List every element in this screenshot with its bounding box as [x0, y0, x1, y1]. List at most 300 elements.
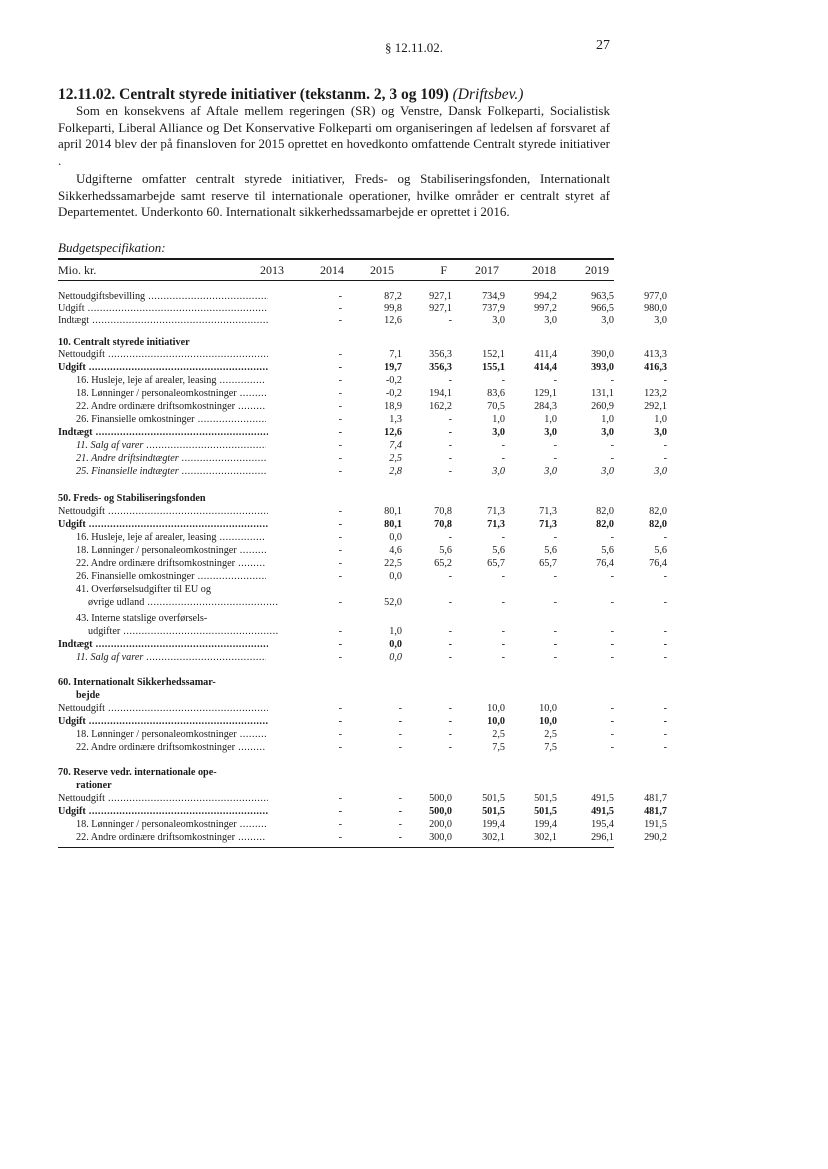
- cell-value: 290,2: [644, 832, 667, 843]
- cell-value: -: [448, 315, 452, 326]
- table-row: [58, 612, 614, 625]
- table-row: [58, 361, 667, 374]
- cell-value: -: [338, 506, 342, 517]
- cell-value: 71,3: [487, 519, 505, 530]
- cell-value: 501,5: [482, 793, 505, 804]
- cell-value: -: [338, 639, 342, 650]
- row-label: 10. Centralt styrede initiativer: [58, 337, 190, 348]
- cell-value: 10,0: [487, 716, 505, 727]
- table-row: [58, 596, 667, 609]
- cell-value: 82,0: [596, 519, 614, 530]
- cell-value: -: [338, 793, 342, 804]
- row-label: 41. Overførselsudgifter til EU og: [76, 584, 211, 595]
- cell-value: 260,9: [591, 401, 614, 412]
- cell-value: 71,3: [487, 506, 505, 517]
- row-label: 22. Andre ordinære driftsomkostninger .....: [76, 741, 266, 754]
- cell-value: 3,0: [544, 466, 557, 477]
- cell-value: -: [610, 742, 614, 753]
- cell-value: -: [448, 703, 452, 714]
- cell-value: 99,8: [384, 303, 402, 314]
- page-number: 27: [596, 38, 610, 53]
- cell-value: -: [338, 303, 342, 314]
- row-label: Nettoudgift .....: [58, 348, 268, 361]
- cell-value: -: [610, 639, 614, 650]
- cell-value: -: [338, 716, 342, 727]
- cell-value: -: [338, 401, 342, 412]
- table-row: [58, 531, 667, 544]
- cell-value: -: [448, 597, 452, 608]
- row-label: 18. Lønninger / personaleomkostninger .....: [76, 728, 266, 741]
- row-label: 26. Finansielle omkostninger .....: [76, 413, 266, 426]
- cell-value: 52,0: [384, 597, 402, 608]
- cell-value: -0,2: [385, 388, 402, 399]
- cell-value: 12,6: [384, 427, 402, 438]
- cell-value: 977,0: [644, 291, 667, 302]
- cell-value: 80,1: [384, 506, 402, 517]
- cell-value: -: [398, 806, 402, 817]
- row-label: bejde: [76, 690, 100, 701]
- cell-value: -: [501, 652, 505, 663]
- table-row: [58, 805, 667, 818]
- row-label: øvrige udland .....: [88, 596, 278, 609]
- cell-value: 82,0: [596, 506, 614, 517]
- table-row: [58, 492, 614, 505]
- row-label: Indtægt .....: [58, 638, 268, 651]
- cell-value: -: [610, 597, 614, 608]
- cell-value: -: [338, 742, 342, 753]
- table-row: [58, 702, 667, 715]
- column-header: 2013: [260, 263, 284, 277]
- cell-value: 980,0: [644, 303, 667, 314]
- table-row: [58, 426, 667, 439]
- table-row: [58, 518, 667, 531]
- row-label: Nettoudgift .....: [58, 702, 268, 715]
- cell-value: 0,0: [389, 532, 402, 543]
- cell-value: -: [338, 375, 342, 386]
- row-label: 25. Finansielle indtægter .....: [76, 465, 266, 478]
- row-label: Udgift .....: [58, 805, 268, 818]
- row-label: 22. Andre ordinære driftsomkostninger .....: [76, 831, 266, 844]
- cell-value: 300,0: [429, 832, 452, 843]
- row-label: 18. Lønninger / personaleomkostninger .....: [76, 387, 266, 400]
- cell-value: 71,3: [539, 519, 557, 530]
- cell-value: -: [663, 440, 667, 451]
- cell-value: 927,1: [429, 303, 452, 314]
- cell-value: -: [448, 532, 452, 543]
- row-label: Nettoudgiftsbevilling .....: [58, 290, 268, 303]
- cell-value: 292,1: [644, 401, 667, 412]
- row-label: Udgift .....: [58, 361, 268, 374]
- unit-label: Mio. kr.: [58, 263, 97, 277]
- table-row: [58, 439, 667, 452]
- cell-value: 3,0: [654, 466, 667, 477]
- cell-value: -: [553, 652, 557, 663]
- cell-value: 5,6: [601, 545, 614, 556]
- cell-value: 131,1: [591, 388, 614, 399]
- cell-value: -: [663, 626, 667, 637]
- cell-value: 7,5: [544, 742, 557, 753]
- table-header-rule: [58, 280, 614, 281]
- cell-value: -: [501, 375, 505, 386]
- row-label: 11. Salg af varer .....: [76, 651, 266, 664]
- table-row: [58, 374, 667, 387]
- cell-value: -: [338, 349, 342, 360]
- table-row: [58, 452, 667, 465]
- cell-value: -: [663, 453, 667, 464]
- column-header: 2014: [320, 263, 344, 277]
- cell-value: -: [501, 453, 505, 464]
- cell-value: -: [398, 703, 402, 714]
- cell-value: -: [553, 626, 557, 637]
- table-row: [58, 314, 667, 327]
- row-label: 43. Interne statslige overførsels-: [76, 613, 208, 624]
- row-label: rationer: [76, 780, 112, 791]
- cell-value: 19,7: [384, 362, 402, 373]
- cell-value: -: [553, 375, 557, 386]
- cell-value: -: [663, 652, 667, 663]
- section-header: § 12.11.02.: [384, 40, 444, 55]
- cell-value: -: [610, 652, 614, 663]
- cell-value: 3,0: [654, 315, 667, 326]
- cell-value: 734,9: [482, 291, 505, 302]
- cell-value: -: [553, 440, 557, 451]
- cell-value: 5,6: [654, 545, 667, 556]
- table-row: [58, 676, 614, 689]
- cell-value: 194,1: [429, 388, 452, 399]
- cell-value: 10,0: [539, 716, 557, 727]
- cell-value: 3,0: [601, 427, 614, 438]
- cell-value: -: [553, 597, 557, 608]
- cell-value: 87,2: [384, 291, 402, 302]
- row-label: 22. Andre ordinære driftsomkostninger .....: [76, 400, 266, 413]
- row-label: 22. Andre ordinære driftsomkostninger .....: [76, 557, 266, 570]
- cell-value: -: [338, 291, 342, 302]
- intro-paragraph-2: Udgifterne omfatter centralt styrede initiativer, Freds- og Stabiliseringsfonden, Internationalt Sikkerhedssamarbejde samt reserve til internationale operationer, hvilke områder er centralt styret af Departementet. Underkonto 60. Internationalt sikkerhedssamarbejde er oprettet i 2016.: [58, 171, 610, 220]
- cell-value: 18,9: [384, 401, 402, 412]
- cell-value: -: [663, 716, 667, 727]
- cell-value: 2,5: [389, 453, 402, 464]
- cell-value: 7,1: [389, 349, 402, 360]
- cell-value: 22,5: [384, 558, 402, 569]
- cell-value: 1,3: [389, 414, 402, 425]
- cell-value: -: [610, 703, 614, 714]
- cell-value: -: [338, 703, 342, 714]
- cell-value: -: [398, 716, 402, 727]
- table-row: [58, 505, 667, 518]
- cell-value: -: [398, 729, 402, 740]
- cell-value: 1,0: [654, 414, 667, 425]
- cell-value: -: [663, 639, 667, 650]
- cell-value: 65,7: [487, 558, 505, 569]
- row-label: 16. Husleje, leje af arealer, leasing .....: [76, 531, 266, 544]
- cell-value: -: [338, 819, 342, 830]
- cell-value: 82,0: [649, 519, 667, 530]
- cell-value: 3,0: [492, 315, 505, 326]
- cell-value: 70,8: [434, 519, 452, 530]
- cell-value: 966,5: [591, 303, 614, 314]
- cell-value: 413,3: [644, 349, 667, 360]
- table-row: [58, 715, 667, 728]
- row-label: Nettoudgift .....: [58, 505, 268, 518]
- cell-value: -: [610, 440, 614, 451]
- cell-value: 65,7: [539, 558, 557, 569]
- cell-value: 10,0: [539, 703, 557, 714]
- cell-value: 0,0: [389, 652, 402, 663]
- cell-value: -: [610, 716, 614, 727]
- cell-value: -: [338, 453, 342, 464]
- cell-value: 3,0: [544, 315, 557, 326]
- table-row: [58, 570, 667, 583]
- cell-value: 1,0: [389, 626, 402, 637]
- cell-value: 356,3: [429, 349, 452, 360]
- cell-value: -: [338, 626, 342, 637]
- cell-value: -: [448, 729, 452, 740]
- cell-value: 927,1: [429, 291, 452, 302]
- cell-value: -: [448, 427, 452, 438]
- table-row: [58, 544, 667, 557]
- cell-value: -: [338, 414, 342, 425]
- cell-value: -: [398, 819, 402, 830]
- cell-value: 71,3: [539, 506, 557, 517]
- cell-value: 5,6: [544, 545, 557, 556]
- table-row: [58, 831, 667, 844]
- cell-value: -: [501, 597, 505, 608]
- row-label: Indtægt .....: [58, 426, 268, 439]
- cell-value: 195,4: [591, 819, 614, 830]
- table-row: [58, 818, 667, 831]
- cell-value: -: [398, 832, 402, 843]
- table-row: [58, 651, 667, 664]
- cell-value: 2,5: [492, 729, 505, 740]
- cell-value: 152,1: [482, 349, 505, 360]
- row-label: Udgift .....: [58, 518, 268, 531]
- cell-value: 500,0: [429, 806, 452, 817]
- table-row: [58, 413, 667, 426]
- table-row: [58, 387, 667, 400]
- row-label: Udgift .....: [58, 715, 268, 728]
- cell-value: 3,0: [544, 427, 557, 438]
- table-row: [58, 348, 667, 361]
- table-row: [58, 465, 667, 478]
- cell-value: -: [448, 716, 452, 727]
- cell-value: -: [338, 652, 342, 663]
- cell-value: -: [338, 519, 342, 530]
- row-label: udgifter .....: [88, 625, 278, 638]
- row-label: 18. Lønninger / personaleomkostninger .....: [76, 818, 266, 831]
- cell-value: 302,1: [534, 832, 557, 843]
- cell-value: 481,7: [644, 793, 667, 804]
- cell-value: 737,9: [482, 303, 505, 314]
- cell-value: 70,8: [434, 506, 452, 517]
- cell-value: -: [338, 558, 342, 569]
- cell-value: 491,5: [591, 806, 614, 817]
- cell-value: -: [448, 440, 452, 451]
- cell-value: -: [663, 571, 667, 582]
- cell-value: -: [663, 729, 667, 740]
- table-row: [58, 583, 614, 596]
- cell-value: -: [338, 427, 342, 438]
- cell-value: -: [553, 453, 557, 464]
- table-row: [58, 728, 667, 741]
- cell-value: 129,1: [534, 388, 557, 399]
- cell-value: 3,0: [601, 315, 614, 326]
- cell-value: -: [610, 729, 614, 740]
- table-row: [58, 779, 614, 792]
- cell-value: 123,2: [644, 388, 667, 399]
- cell-value: 82,0: [649, 506, 667, 517]
- cell-value: -: [501, 532, 505, 543]
- cell-value: -: [338, 806, 342, 817]
- cell-value: -: [610, 532, 614, 543]
- cell-value: 155,1: [482, 362, 505, 373]
- cell-value: -: [501, 571, 505, 582]
- cell-value: -: [501, 639, 505, 650]
- cell-value: 10,0: [487, 703, 505, 714]
- cell-value: 284,3: [534, 401, 557, 412]
- cell-value: 997,2: [534, 303, 557, 314]
- cell-value: -: [338, 440, 342, 451]
- cell-value: 191,5: [644, 819, 667, 830]
- cell-value: 414,4: [534, 362, 557, 373]
- cell-value: 70,5: [487, 401, 505, 412]
- cell-value: 0,0: [389, 571, 402, 582]
- table-row: [58, 766, 614, 779]
- cell-value: 83,6: [487, 388, 505, 399]
- row-label: Nettoudgift .....: [58, 792, 268, 805]
- account-title-suffix: (Driftsbev.): [452, 86, 524, 103]
- cell-value: 1,0: [544, 414, 557, 425]
- cell-value: -: [338, 466, 342, 477]
- cell-value: 7,5: [492, 742, 505, 753]
- cell-value: 5,6: [439, 545, 452, 556]
- cell-value: -: [663, 375, 667, 386]
- cell-value: 76,4: [596, 558, 614, 569]
- cell-value: 393,0: [591, 362, 614, 373]
- cell-value: 3,0: [492, 427, 505, 438]
- cell-value: 2,8: [389, 466, 402, 477]
- cell-value: -: [610, 453, 614, 464]
- cell-value: 2,5: [544, 729, 557, 740]
- row-label: 16. Husleje, leje af arealer, leasing .....: [76, 374, 266, 387]
- row-label: Indtægt .....: [58, 314, 268, 327]
- cell-value: 7,4: [389, 440, 402, 451]
- cell-value: 199,4: [534, 819, 557, 830]
- cell-value: -: [338, 832, 342, 843]
- column-header: 2017: [475, 263, 499, 277]
- cell-value: -: [663, 532, 667, 543]
- cell-value: -: [398, 793, 402, 804]
- cell-value: 0,0: [389, 639, 402, 650]
- cell-value: -: [448, 571, 452, 582]
- row-label: 60. Internationalt Sikkerhedssamar-: [58, 677, 216, 688]
- cell-value: -: [663, 703, 667, 714]
- intro-paragraph-1: Som en konsekvens af Aftale mellem regeringen (SR) og Venstre, Dansk Folkeparti, Socialistisk Folkeparti, Liberal Alliance og Det Konservative Folkeparti om organiseringen af ledelsen af forsvaret af april 2014 blev der på finansloven for 2015 oprettet en hovedkonto omfattende Centralt styrede initiativer .: [58, 103, 610, 169]
- table-row: [58, 400, 667, 413]
- row-label: 11. Salg af varer .....: [76, 439, 266, 452]
- row-label: 18. Lønninger / personaleomkostninger .....: [76, 544, 266, 557]
- table-row: [58, 625, 667, 638]
- cell-value: 76,4: [649, 558, 667, 569]
- cell-value: -: [338, 532, 342, 543]
- cell-value: 200,0: [429, 819, 452, 830]
- cell-value: -: [553, 571, 557, 582]
- table-bottom-rule: [58, 847, 614, 848]
- column-header: 2018: [532, 263, 556, 277]
- cell-value: -: [553, 532, 557, 543]
- cell-value: -: [448, 652, 452, 663]
- cell-value: 4,6: [389, 545, 402, 556]
- cell-value: -: [338, 597, 342, 608]
- cell-value: 12,6: [384, 315, 402, 326]
- cell-value: 356,3: [429, 362, 452, 373]
- row-label: 26. Finansielle omkostninger .....: [76, 570, 266, 583]
- cell-value: 3,0: [601, 466, 614, 477]
- cell-value: -: [448, 742, 452, 753]
- table-row: [58, 792, 667, 805]
- cell-value: 501,5: [482, 806, 505, 817]
- cell-value: -0,2: [385, 375, 402, 386]
- cell-value: -: [448, 414, 452, 425]
- account-title: [58, 86, 618, 104]
- cell-value: 199,4: [482, 819, 505, 830]
- cell-value: 65,2: [434, 558, 452, 569]
- cell-value: -: [448, 626, 452, 637]
- row-label: 70. Reserve vedr. internationale ope-: [58, 767, 217, 778]
- cell-value: 500,0: [429, 793, 452, 804]
- cell-value: -: [553, 639, 557, 650]
- cell-value: -: [338, 571, 342, 582]
- column-header: 2019: [585, 263, 609, 277]
- table-row: [58, 741, 667, 754]
- cell-value: 481,7: [644, 806, 667, 817]
- row-label: Udgift .....: [58, 302, 268, 315]
- cell-value: -: [610, 626, 614, 637]
- table-row: [58, 638, 667, 651]
- column-header: 2015: [370, 263, 394, 277]
- account-title-main: 12.11.02. Centralt styrede initiativer (tekstanm. 2, 3 og 109): [58, 86, 449, 103]
- cell-value: -: [501, 440, 505, 451]
- cell-value: 491,5: [591, 793, 614, 804]
- cell-value: 3,0: [492, 466, 505, 477]
- cell-value: -: [338, 362, 342, 373]
- cell-value: 1,0: [601, 414, 614, 425]
- cell-value: 296,1: [591, 832, 614, 843]
- cell-value: -: [448, 375, 452, 386]
- cell-value: 963,5: [591, 291, 614, 302]
- cell-value: 501,5: [534, 793, 557, 804]
- cell-value: -: [338, 388, 342, 399]
- cell-value: -: [448, 639, 452, 650]
- cell-value: -: [448, 453, 452, 464]
- cell-value: 3,0: [654, 427, 667, 438]
- cell-value: 80,1: [384, 519, 402, 530]
- cell-value: 416,3: [644, 362, 667, 373]
- cell-value: -: [501, 626, 505, 637]
- table-row: [58, 689, 614, 702]
- cell-value: 5,6: [492, 545, 505, 556]
- cell-value: -: [398, 742, 402, 753]
- table-top-rule: [58, 258, 614, 260]
- cell-value: 411,4: [534, 349, 557, 360]
- cell-value: -: [663, 597, 667, 608]
- cell-value: 501,5: [534, 806, 557, 817]
- cell-value: 162,2: [429, 401, 452, 412]
- cell-value: -: [448, 466, 452, 477]
- cell-value: -: [610, 375, 614, 386]
- cell-value: 302,1: [482, 832, 505, 843]
- cell-value: 390,0: [591, 349, 614, 360]
- row-label: 21. Andre driftsindtægter .....: [76, 452, 266, 465]
